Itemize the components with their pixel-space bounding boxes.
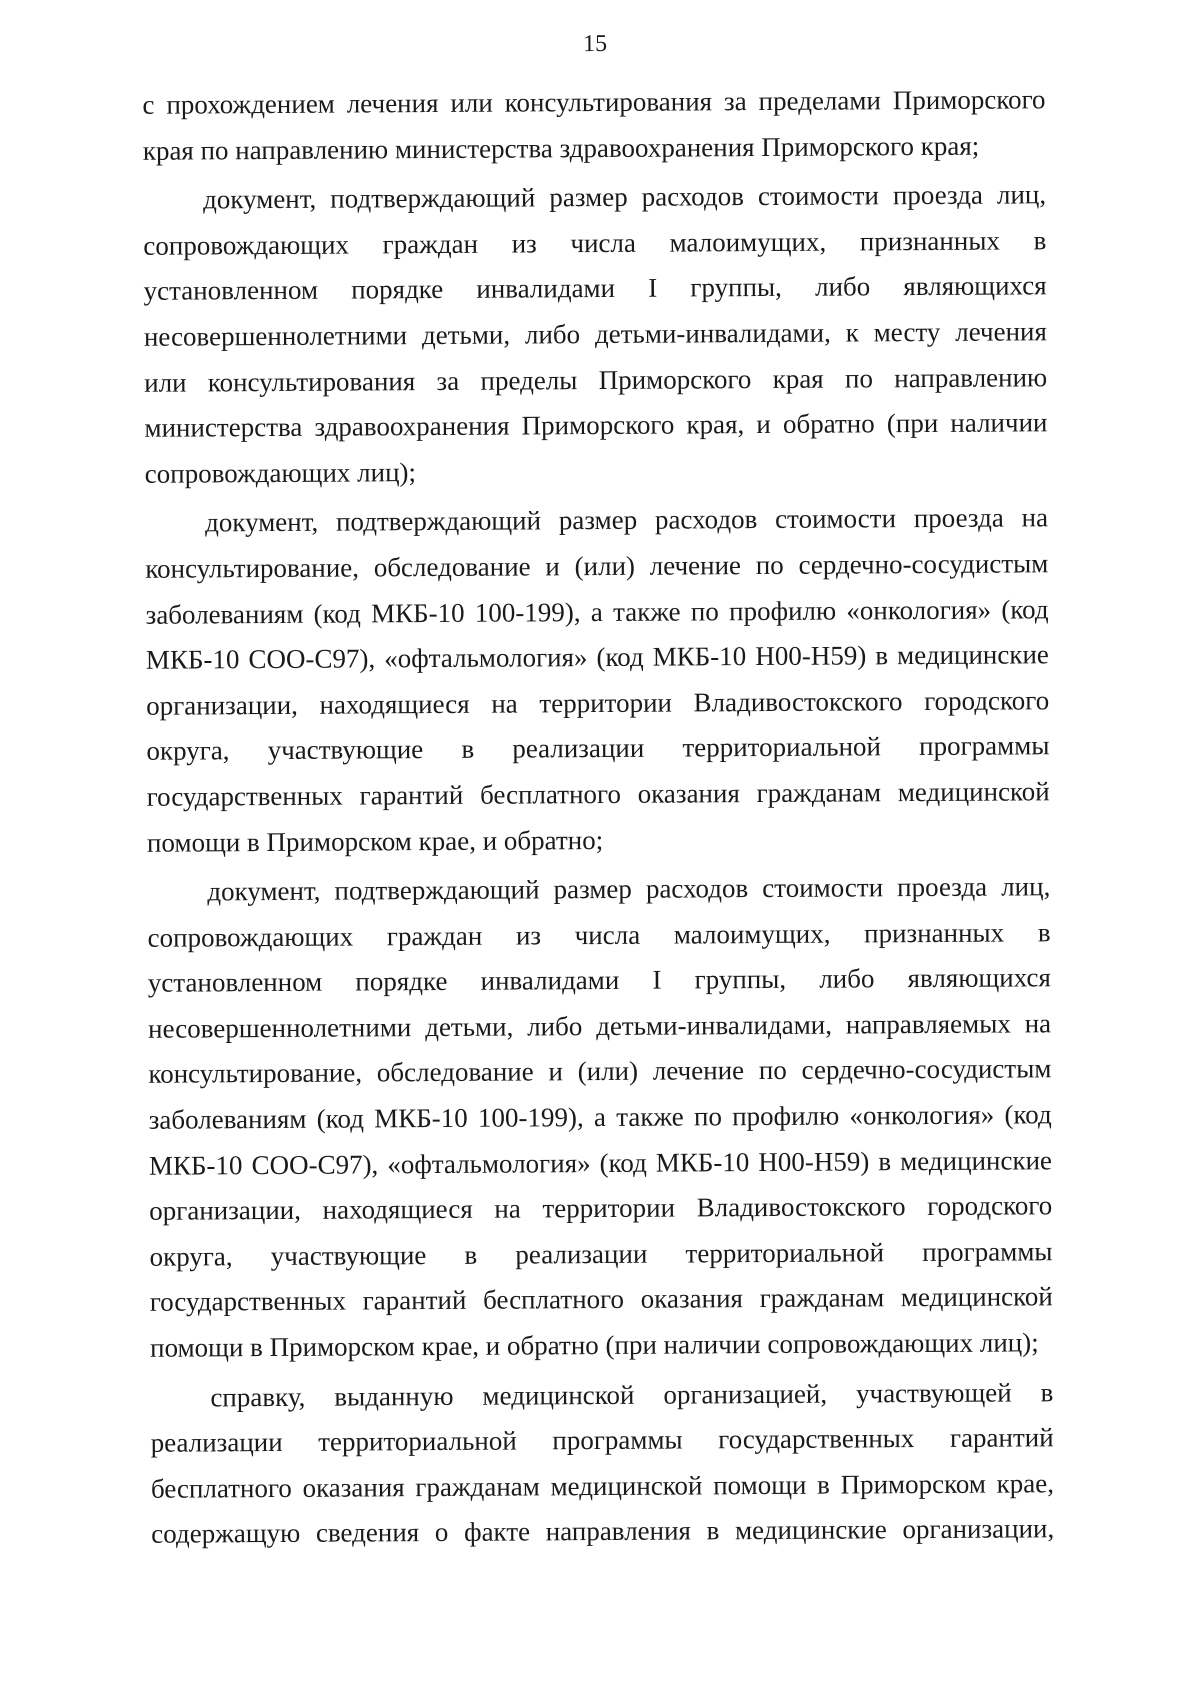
paragraph-escort-travel-cost: документ, подтверждающий размер расходов стоимости проезда лиц, сопровождающих граждан из числа малоимущих, признанных в установленном порядке инвалидами I группы, либо являющихся несовершеннолетними детьми, либо детьми-инвалидами, к месту лечения или консультирования за пределы Приморского края по направлению министерства здравоохранения Приморского края, и обратно (при наличии сопровождающих лиц); bbox=[143, 179, 1048, 489]
page-number: 15 bbox=[583, 30, 608, 58]
paragraph-medical-certificate: справку, выданную медицинской организацией, участвующей в реализации территориальной программы государственных гарантий бесплатного оказания гражданам медицинской помощи в Приморском крае, содержащую сведения о факте направления в медицинские организации, bbox=[150, 1376, 1055, 1550]
document-body bbox=[142, 77, 1054, 1557]
paragraph-escort-travel-cost-vladivostok: документ, подтверждающий размер расходов стоимости проезда лиц, сопровождающих граждан из числа малоимущих, признанных в установленном порядке инвалидами I группы, либо являющихся несовершеннолетними детьми, либо детьми-инвалидами, направляемых на консультирование, обследование и (или) лечение по сердечно-сосудистым заболеваниям (код МКБ-10 100-199), а также по профилю «онкология» (код МКБ-10 СОО-С97), «офтальмология» (код МКБ-10 Н00-Н59) в медицинские организации, находящиеся на территории Владивостокского городского округа, участвующие в реализации территориальной программы государственных гарантий бесплатного оказания гражданам медицинской помощи в Приморском крае, и обратно (при наличии сопровождающих лиц); bbox=[147, 871, 1053, 1363]
paragraph-continuation: с прохождением лечения или консультирования за пределами Приморского края по направлению министерства здравоохранения Приморского края; bbox=[142, 84, 1046, 166]
paragraph-travel-cost-vladivostok: документ, подтверждающий размер расходов стоимости проезда на консультирование, обследование и (или) лечение по сердечно-сосудистым заболеваниям (код МКБ-10 100-199), а также по профилю «онкология» (код МКБ-10 СОО-С97), «офтальмология» (код МКБ-10 Н00-Н59) в медицинские организации, находящиеся на территории Владивостокского городского округа, участвующие в реализации территориальной программы государственных гарантий бесплатного оказания гражданам медицинской помощи в Приморском крае, и обратно; bbox=[145, 502, 1050, 858]
